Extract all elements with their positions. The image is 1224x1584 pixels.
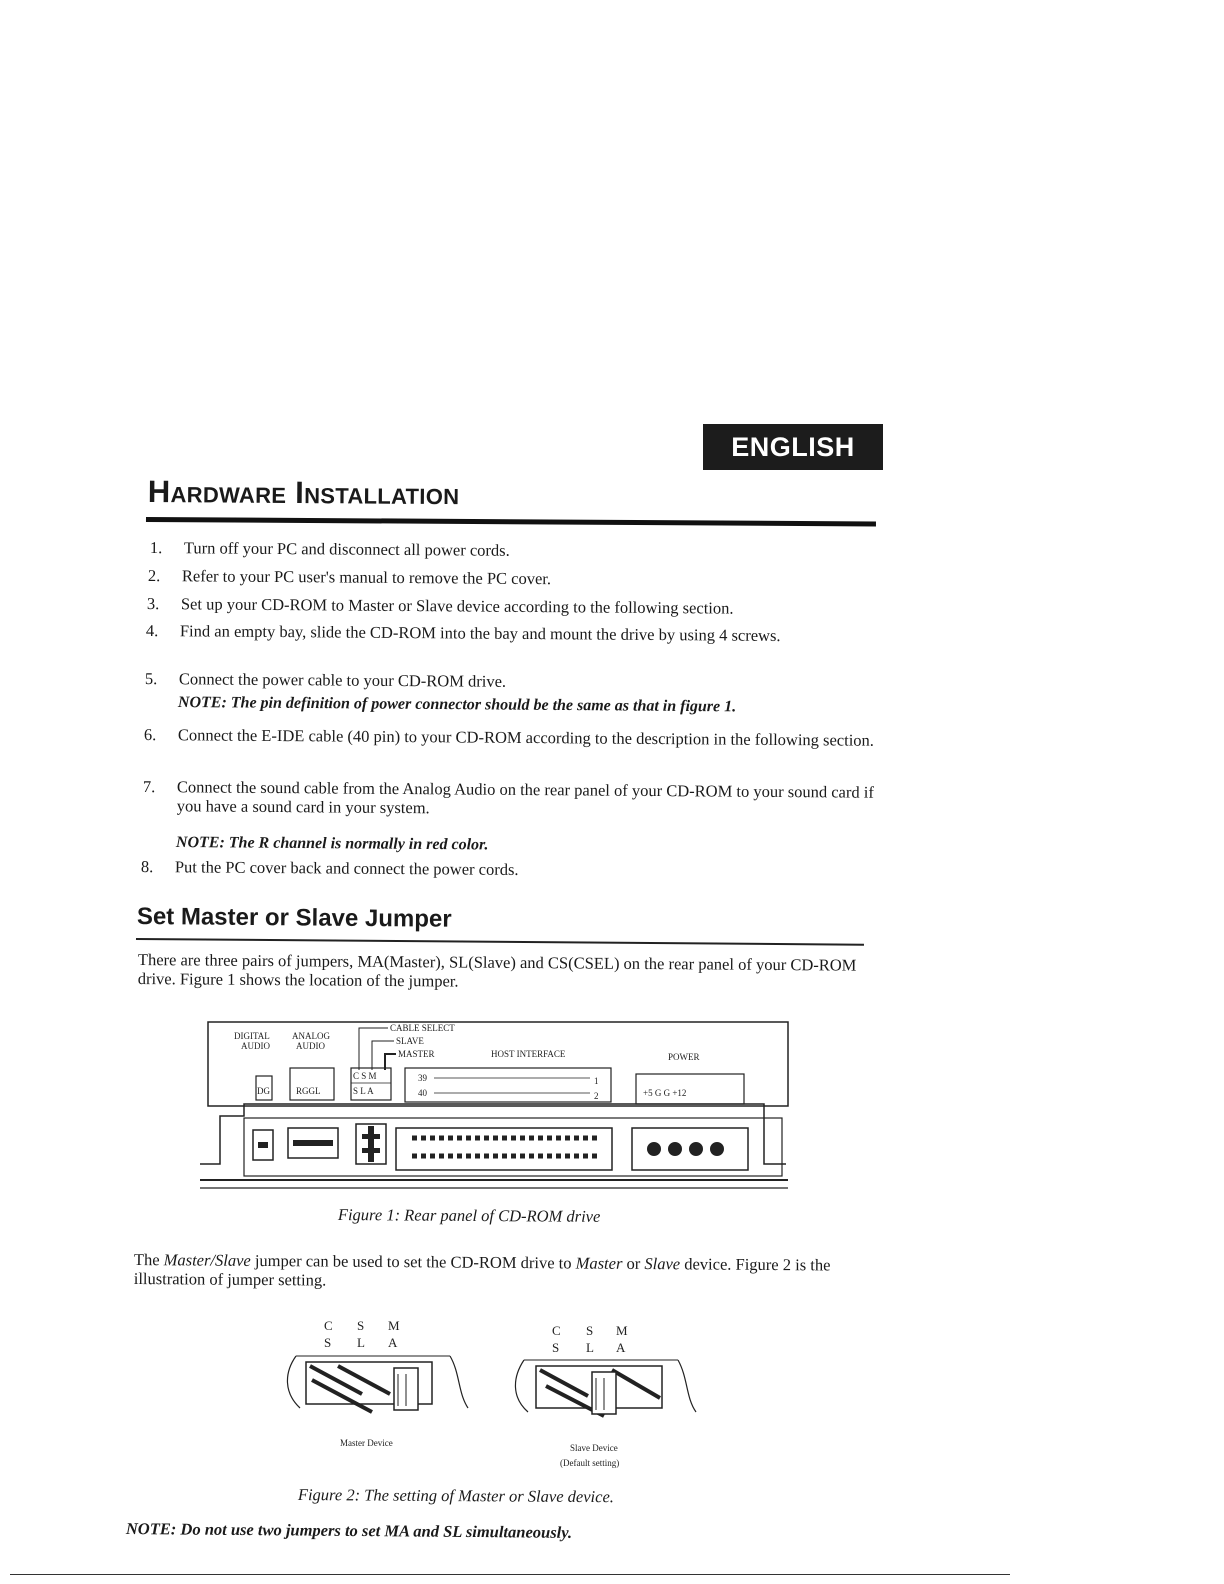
host-interface-label: HOST INTERFACE xyxy=(491,1049,566,1059)
step-text: Find an empty bay, slide the CD-ROM into the bay and mount the drive by using 4 screws. xyxy=(179,621,781,645)
jumper-letter: A xyxy=(388,1335,398,1350)
step-text: Connect the E-IDE cable (40 pin) to your CD-ROM according to the description in the following section. xyxy=(177,725,875,750)
rggl-label: RGGL xyxy=(296,1086,321,1096)
jumper-letter: L xyxy=(357,1335,365,1350)
jumper-letter: M xyxy=(616,1323,628,1338)
pin2-label: 2 xyxy=(594,1091,599,1101)
para-text: The xyxy=(133,1250,164,1270)
master-jumper-diagram xyxy=(282,1318,472,1453)
jumper-setting-paragraph xyxy=(134,1250,874,1294)
subsection-rule xyxy=(136,938,864,946)
analog-audio-label: AUDIO xyxy=(296,1041,325,1051)
dg-label: DG xyxy=(257,1086,270,1096)
figure1-caption: Figure 1: Rear panel of CD-ROM drive xyxy=(337,1205,601,1226)
step-number: 2. xyxy=(147,566,161,586)
para-emphasis: Master xyxy=(575,1253,623,1273)
jumper-letter: A xyxy=(616,1340,626,1355)
step-number: 5. xyxy=(144,669,158,689)
slave-label: SLAVE xyxy=(396,1036,424,1046)
jumper-letter: L xyxy=(586,1340,594,1355)
step-number: 3. xyxy=(146,594,160,614)
jumper-letter: C xyxy=(324,1318,333,1333)
analog-audio-label: ANALOG xyxy=(292,1031,330,1041)
digital-audio-label: AUDIO xyxy=(241,1041,270,1051)
section-title: Hardware Installation xyxy=(147,474,460,512)
pin40-label: 40 xyxy=(418,1088,427,1098)
step-text: Connect the sound cable from the Analog Audio on the rear panel of your CD-ROM to your sound card if you have a sound card in your system. xyxy=(176,777,874,818)
master-device-label: Master Device xyxy=(340,1438,393,1448)
rchannel-note: NOTE: The R channel is normally in red color. xyxy=(175,834,489,854)
jumper-letter: S xyxy=(357,1318,365,1333)
rear-panel-diagram xyxy=(196,1012,796,1202)
step-text: Connect the power cable to your CD-ROM drive. xyxy=(178,669,507,691)
jumper-letter: S xyxy=(552,1340,560,1355)
figure2-caption: Figure 2: The setting of Master or Slave device. xyxy=(297,1485,615,1507)
subsection-title: Set Master or Slave Jumper xyxy=(136,903,452,933)
jumper-intro-paragraph: There are three pairs of jumpers, MA(Master), SL(Slave) and CS(CSEL) on the rear panel of your CD-ROM drive. Figure 1 shows the location of the jumper. xyxy=(137,950,857,991)
power-pins-label: +5 G G +12 xyxy=(643,1088,687,1098)
step-number: 7. xyxy=(142,777,156,797)
step-text: Put the PC cover back and connect the power cords. xyxy=(174,857,519,879)
para-text: jumper can be used to set the CD-ROM drive to xyxy=(250,1250,576,1273)
jumper-letter: S xyxy=(324,1335,332,1350)
para-emphasis: Slave xyxy=(644,1254,681,1274)
power-note: NOTE: The pin definition of power connector should be the same as that in figure 1. xyxy=(177,694,737,716)
bottom-rule xyxy=(10,1574,1010,1575)
slave-device-label: Slave Device xyxy=(570,1443,618,1453)
pin39-label: 39 xyxy=(418,1073,427,1083)
language-badge: ENGLISH xyxy=(703,424,883,470)
final-note: NOTE: Do not use two jumpers to set MA and SL simultaneously. xyxy=(125,1519,573,1542)
step-number: 1. xyxy=(149,538,163,558)
title-rule xyxy=(146,517,876,526)
step-text: Refer to your PC user's manual to remove the PC cover. xyxy=(181,566,552,589)
slave-jumper-diagram xyxy=(504,1320,704,1472)
para-text: device. Figure 2 is the illustration of jumper setting. xyxy=(133,1254,831,1290)
step-text: Turn off your PC and disconnect all power cords. xyxy=(183,538,510,560)
jumper-letter: S xyxy=(586,1323,594,1338)
jumper-top-label: C S M xyxy=(353,1071,377,1081)
jumper-bottom-label: S L A xyxy=(353,1086,374,1096)
step-number: 6. xyxy=(143,725,157,745)
step-text: Set up your CD-ROM to Master or Slave device according to the following section. xyxy=(180,594,734,618)
default-setting-label: (Default setting) xyxy=(560,1458,620,1468)
para-text: or xyxy=(622,1253,645,1274)
power-label: POWER xyxy=(668,1052,700,1062)
digital-audio-label: DIGITAL xyxy=(234,1031,270,1041)
jumper-letter: M xyxy=(388,1318,400,1333)
pin1-label: 1 xyxy=(594,1076,599,1086)
step-number: 4. xyxy=(145,621,159,641)
jumper-letter: C xyxy=(552,1323,561,1338)
para-emphasis: Master/Slave xyxy=(163,1250,251,1270)
step-number: 8. xyxy=(140,857,154,877)
master-label: MASTER xyxy=(398,1049,435,1059)
cable-select-label: CABLE SELECT xyxy=(390,1023,455,1033)
